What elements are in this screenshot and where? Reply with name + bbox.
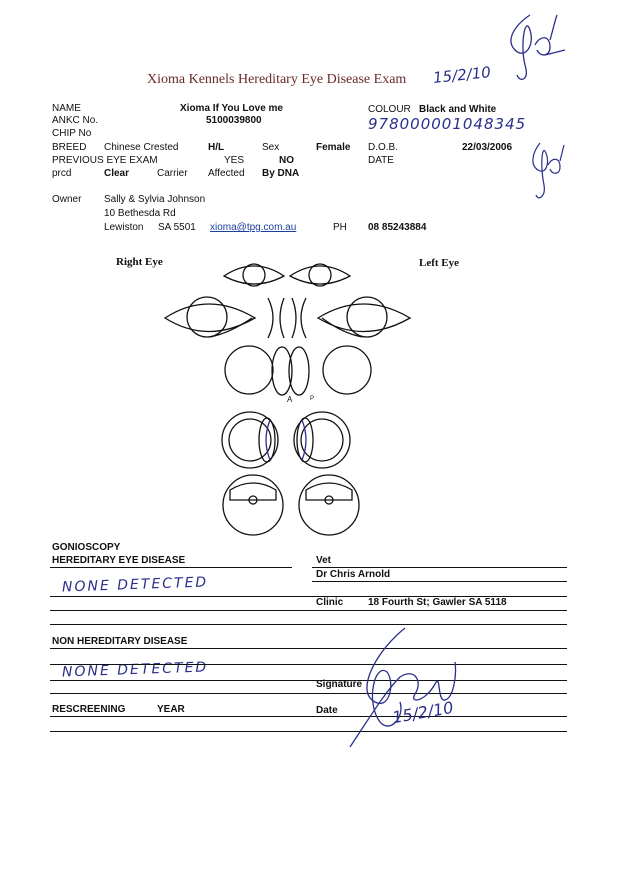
eye-diagram xyxy=(0,250,620,550)
gonioscopy-label: GONIOSCOPY xyxy=(52,542,121,553)
initials-signature-top xyxy=(495,5,575,85)
non-hereditary-disease-value: NONE DETECTED xyxy=(61,659,209,681)
dob-label: D.O.B. xyxy=(368,142,399,153)
vet-label: Vet xyxy=(316,555,332,566)
date-signed-label: Date xyxy=(316,705,338,716)
chip-value-handwritten: 978000001048345 xyxy=(368,115,527,133)
ankc-label: ANKC No. xyxy=(52,115,99,126)
clinic-value: 18 Fourth St; Gawler SA 5118 xyxy=(368,597,507,608)
ankc-value: 5100039800 xyxy=(206,115,262,126)
name-label: NAME xyxy=(52,103,81,114)
vet-name: Dr Chris Arnold xyxy=(316,569,391,580)
date-label: DATE xyxy=(368,155,394,166)
handwritten-date: 15/2/10 xyxy=(432,63,492,87)
prcd-clear: Clear xyxy=(104,168,130,179)
vet-signature xyxy=(345,622,485,752)
owner-state: SA 5501 xyxy=(158,222,196,233)
right-eye-label: Right Eye xyxy=(116,256,163,268)
sex-value: Female xyxy=(316,142,351,153)
dob-value: 22/03/2006 xyxy=(462,142,513,153)
chip-label: CHIP No xyxy=(52,128,92,139)
rescreening-label: RESCREENING xyxy=(52,704,126,715)
colour-value: Black and White xyxy=(419,104,497,115)
posterior-mark: P xyxy=(310,396,315,402)
initials-signature-side xyxy=(528,135,568,205)
year-label: YEAR xyxy=(157,704,185,715)
clinic-label: Clinic xyxy=(316,597,344,608)
phone-value: 08 85243884 xyxy=(368,222,427,233)
sex-label: Sex xyxy=(262,142,280,153)
previous-exam-yes: YES xyxy=(224,155,245,166)
owner-email-link[interactable]: xioma@tpg.com.au xyxy=(210,222,297,233)
owner-city: Lewiston xyxy=(104,222,144,233)
hereditary-disease-label: HEREDITARY EYE DISEASE xyxy=(52,555,186,566)
prcd-label: prcd xyxy=(52,168,72,179)
signature-label: Signature xyxy=(316,679,363,690)
owner-address: 10 Bethesda Rd xyxy=(104,208,176,219)
prcd-by-dna: By DNA xyxy=(262,168,300,179)
hereditary-disease-value: NONE DETECTED xyxy=(61,574,209,596)
previous-exam-no: NO xyxy=(279,155,294,166)
prcd-carrier: Carrier xyxy=(157,168,188,179)
document-title: Xioma Kennels Hereditary Eye Disease Exam xyxy=(147,72,407,87)
previous-exam-label: PREVIOUS EYE EXAM xyxy=(52,155,158,166)
non-hereditary-disease-label: NON HEREDITARY DISEASE xyxy=(52,636,188,647)
prcd-affected: Affected xyxy=(208,168,245,179)
breed-value: Chinese Crested xyxy=(104,142,179,153)
owner-label: Owner xyxy=(52,194,82,205)
hl-label: H/L xyxy=(208,142,225,153)
name-value: Xioma If You Love me xyxy=(180,103,283,114)
anterior-mark: A xyxy=(287,395,293,404)
left-eye-label: Left Eye xyxy=(419,257,460,269)
phone-label: PH xyxy=(333,222,347,233)
owner-name: Sally & Sylvia Johnson xyxy=(104,194,206,205)
breed-label: BREED xyxy=(52,142,87,153)
colour-label: COLOUR xyxy=(368,104,411,115)
date-signed-value: 15/2/10 xyxy=(390,697,455,728)
